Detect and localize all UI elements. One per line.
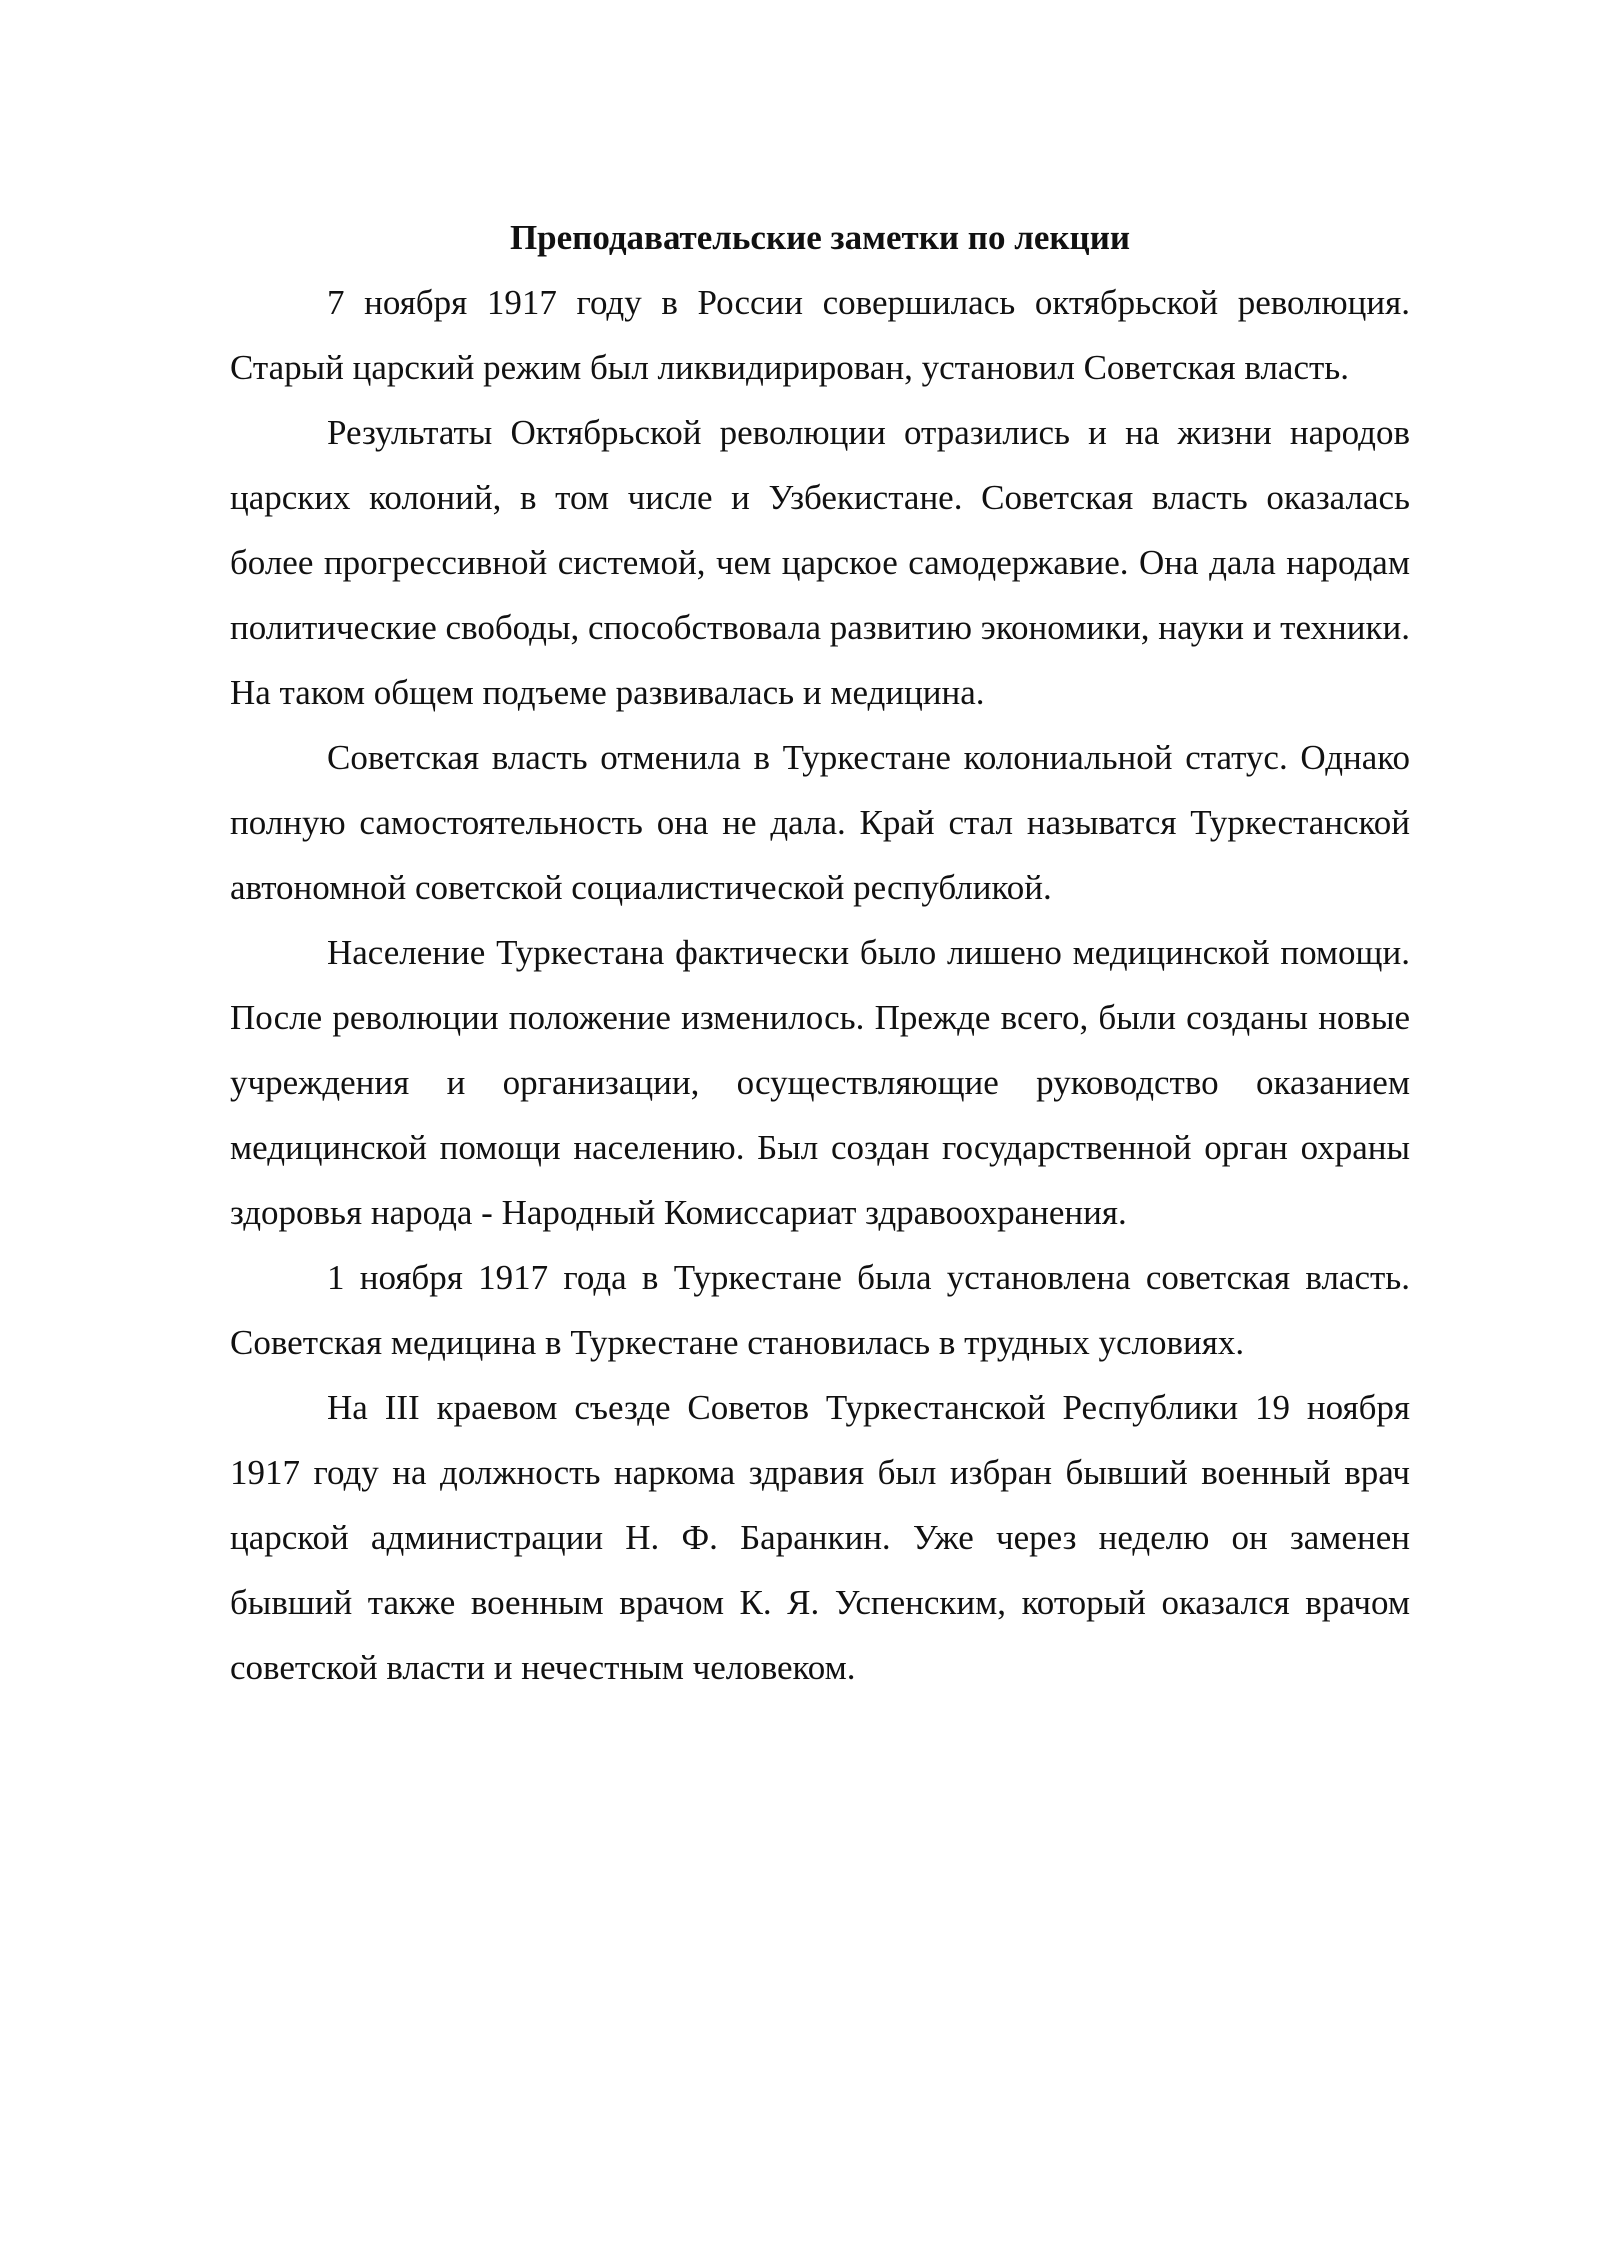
paragraph-3: Советская власть отменила в Туркестане колониальной статус. Однако полную самостоятельность она не дала. Край стал называтся Туркестанской автономной советской социалистической республикой. xyxy=(230,738,1410,907)
document-page xyxy=(230,205,1410,1700)
document-title: Преподавательские заметки по лекции xyxy=(509,218,1131,257)
paragraph-2: Результаты Октябрьской революции отразились и на жизни народов царских колоний, в том числе и Узбекистане. Советская власть оказалась более прогрессивной системой, чем царское самодержавие. Она дала народам политические свободы, способствовала развитию экономики, науки и техники. На таком общем подъеме развивалась и медицина. xyxy=(230,413,1410,712)
paragraph-1: 7 ноября 1917 году в России совершилась октябрьской революция. Старый царский режим был ликвидирирован, установил Советская власть. xyxy=(230,283,1410,387)
paragraph-5: 1 ноября 1917 года в Туркестане была установлена советская власть. Советская медицина в Туркестане становилась в трудных условиях. xyxy=(230,1258,1410,1362)
paragraph-4: Население Туркестана фактически было лишено медицинской помощи. После революции положение изменилось. Прежде всего, были созданы новые учреждения и организации, осуществляющие руководство оказанием медицинской помощи населению. Был создан государственной орган охраны здоровья народа - Народный Комиссариат здравоохранения. xyxy=(230,933,1410,1232)
paragraph-6: На III краевом съезде Советов Туркестанской Республики 19 ноября 1917 году на должность наркома здравия был избран бывший военный врач царской администрации Н. Ф. Баранкин. Уже через неделю он заменен бывший также военным врачом К. Я. Успенским, который оказался врачом советской власти и нечестным человеком. xyxy=(230,1388,1410,1687)
